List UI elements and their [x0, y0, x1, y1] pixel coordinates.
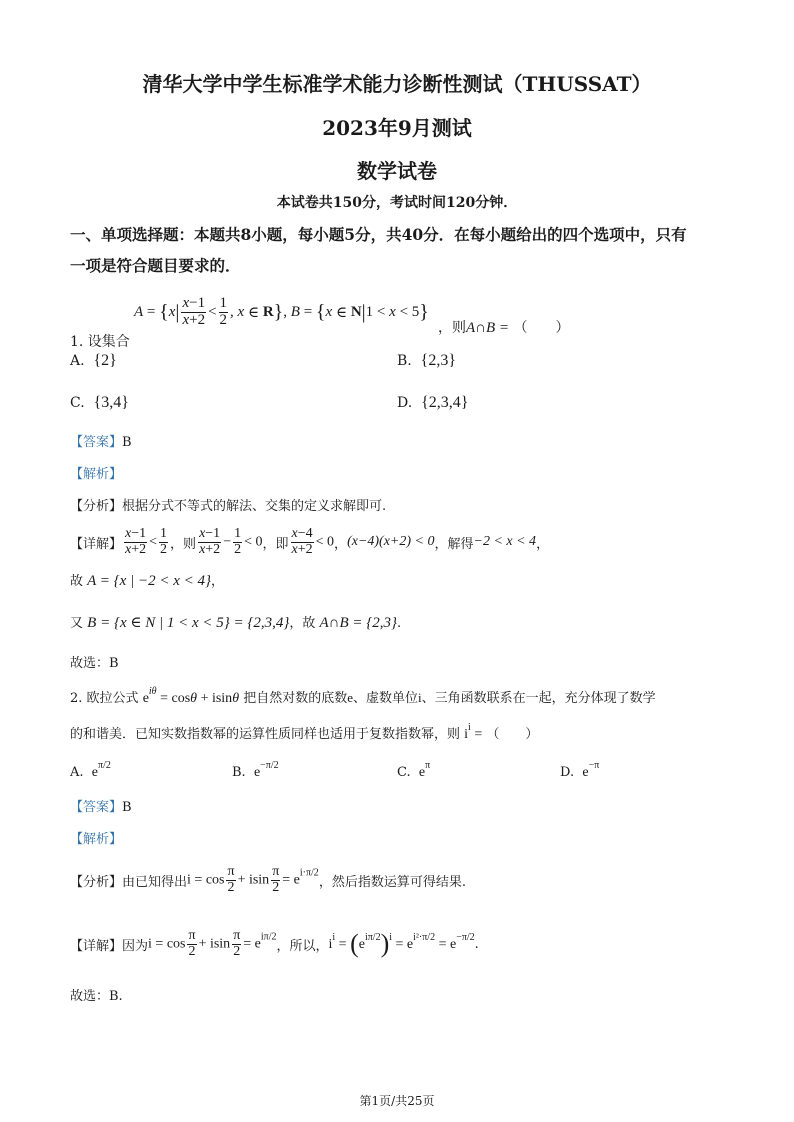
q1-option-d: D. {2,3,4} [397, 394, 469, 411]
q1-sets: A = { x | $\frac{x-1}{x+2}$ < $\frac{1}{2}$ , x ∈ R } , B = { x ∈ N | 1 < x < 5 } [134, 294, 429, 328]
q1-option-b: B. {2,3} [397, 352, 457, 369]
q2-fenxi: 【分析】 由已知得出 i = cos $\frac{\pi}{2}$ + isin $\frac{\pi}{2}$ = $e^{i\cdot\pi/2}$ ，然后指数运算可得结果. [70, 863, 466, 895]
q2-analysis-tag: 【解析】 [70, 832, 123, 847]
q1-detail-line: 【详解】 $\frac{x-1}{x+2}$ < $\frac{1}{2}$ ，则 $\frac{x-1}{x+2}$ − $\frac{1}{2}$ < 0 ，即 $\frac{x-4}{x+2}$ < 0 ， (x−4)(x+2) < 0 ，解得 −2 < x < 4 ， [70, 525, 550, 557]
exam-subject: 数学试卷 [357, 159, 437, 183]
q2-option-a: A. $e^{\pi/2}$ [70, 760, 111, 780]
q2-option-b: B. $e^{-\pi/2}$ [232, 760, 279, 780]
q1-option-a: A. {2} [70, 352, 117, 369]
q2-detail: 【详解】 因为 i = cos $\frac{\pi}{2}$ + isin $\frac{\pi}{2}$ = $e^{i\pi/2}$ ，所以， $i^i = (e^{i\pi/2})^i = e^{i^2\cdot\pi/2} = e^{-\pi/2}$ . [70, 927, 479, 959]
q2-choose: 故选：B. [70, 989, 123, 1004]
q1-stem [70, 296, 130, 350]
q1-bracket: （ ） [513, 320, 570, 336]
q1-answer: 【答案】B [70, 435, 132, 450]
exam-info: 本试卷共150分，考试时间120分钟． [276, 195, 518, 211]
q1-line-b: 又 B = {x ∈ N | 1 < x < 5} = {2,3,4}，故 A∩B = {2,3}. [70, 615, 402, 631]
q1-ask: ，则A∩B = （ ） [438, 320, 570, 336]
section-heading-line1: 一、单项选择题：本题共8小题，每小题5分，共40分．在每小题给出的四个选项中，只有 [70, 225, 687, 244]
q2-bracket: （ ） [486, 727, 539, 742]
q1-expr: A∩B = [466, 320, 510, 336]
q1-detail-ineq: −2 < x < 4 [473, 534, 537, 549]
q2-answer: 【答案】B [70, 800, 132, 815]
q1-option-c: C. {3,4} [70, 394, 129, 411]
exam-title: 清华大学中学生标准学术能力诊断性测试（THUSSAT） [142, 72, 652, 96]
q1-detail-factor: (x−4)(x+2) < 0 [347, 534, 435, 549]
q2-option-c: C. $e^\pi$ [397, 760, 431, 780]
q1-line-a: 故 A = {x | −2 < x < 4}， [70, 573, 224, 589]
q2-stem-line2: 的和谐美．已知实数指数幂的运算性质同样也适用于复数指数幂，则 $i^i$ = （ ） [70, 722, 539, 742]
q2-stem-line1: 2. 欧拉公式 $e^{i\theta} = \cos\theta + isin\theta$ 把自然对数的底数e、虚数单位i、三角函数联系在一起，充分体现了数学 [70, 686, 656, 706]
exam-date: 2023年9月测试 [322, 116, 472, 140]
q1-analysis-tag: 【解析】 [70, 467, 123, 482]
q1-prefix: 1. 设集合 [70, 334, 130, 350]
q1-fenxi: 【分析】根据分式不等式的解法、交集的定义求解即可. [70, 499, 387, 514]
section-heading-line2: 一项是符合题目要求的． [70, 256, 241, 275]
q1-choose: 故选：B [70, 656, 119, 671]
q2-option-d: D. $e^{-\pi}$ [560, 760, 600, 780]
page-number: 第1页/共25页 [359, 1094, 435, 1108]
